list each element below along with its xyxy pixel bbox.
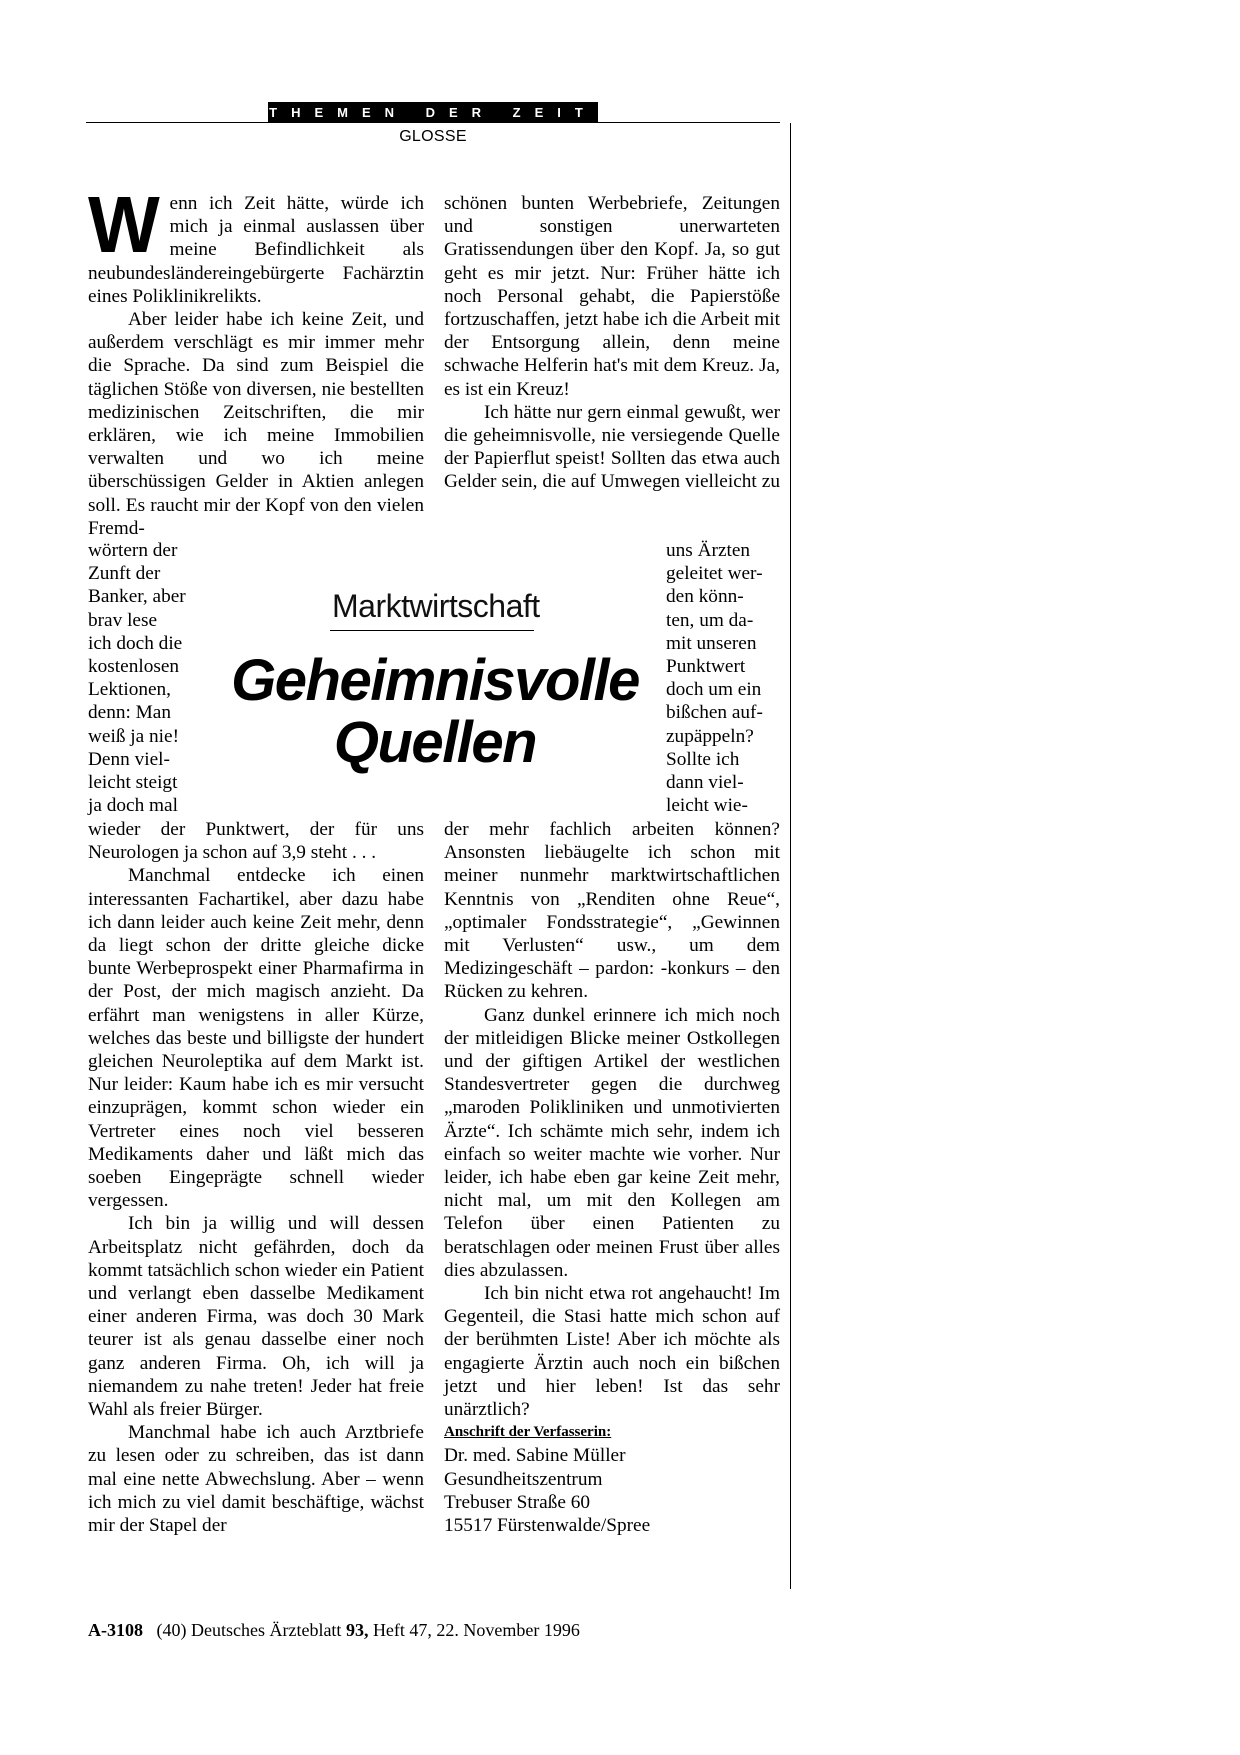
headline xyxy=(215,650,655,774)
address-line: Dr. med. Sabine Müller xyxy=(444,1445,626,1467)
narrow-line: ten, um da- xyxy=(666,609,754,631)
narrow-line: uns Ärzten xyxy=(666,540,751,561)
left-narrow-wrap xyxy=(88,539,198,817)
narrow-line: geleitet wer- xyxy=(666,563,763,585)
narrow-line: brav lese xyxy=(88,609,158,631)
intro-text: enn ich Zeit hätte, würde ich mich ja einmal auslassen über meine Befindlichkeit als neubundesländereingebürgerte Fachärztin eines Poliklinikrelikts. xyxy=(88,193,424,307)
narrow-line: Denn viel- xyxy=(88,748,170,770)
narrow-line: Lektionen, xyxy=(88,679,171,701)
issue-date: Heft 47, 22. November 1996 xyxy=(372,1620,580,1640)
headline-kicker: Marktwirtschaft xyxy=(332,588,540,624)
narrow-line: weiß ja nie! xyxy=(88,725,180,747)
narrow-line: Banker, aber xyxy=(88,586,186,608)
right-narrow-wrap xyxy=(666,539,780,817)
narrow-line: bißchen auf- xyxy=(666,702,763,724)
kicker-rule xyxy=(330,630,534,631)
journal-name: (40) Deutsches Ärzteblatt xyxy=(156,1620,342,1640)
header-rule xyxy=(86,122,780,123)
narrow-line: wörtern der xyxy=(88,540,178,561)
narrow-line: Sollte ich xyxy=(666,748,740,770)
address-line: 15517 Fürstenwalde/Spree xyxy=(444,1515,651,1537)
address-line: Trebuser Straße 60 xyxy=(444,1491,591,1513)
narrow-line: ja doch mal xyxy=(88,795,178,817)
section-header: THEMEN DER ZEIT xyxy=(268,102,598,123)
narrow-line: dann viel- xyxy=(666,772,744,794)
narrow-line: denn: Man xyxy=(88,702,171,724)
paragraph: Manchmal habe ich auch Arztbriefe zu lesen oder zu schreiben, das ist dann mal eine nette Abwechslung. Aber – wenn ich mich zu viel damit beschäftige, wächst mir der Stapel der xyxy=(88,1422,424,1537)
paragraph: schönen bunten Werbebriefe, Zeitungen und sonstigen unerwarteten Gratissendungen über den Kopf. Ja, so gut geht es mir jetzt. Nur: Früher hätte ich noch Personal gehabt, die Papierstöße fortzuschaffen, jetzt habe ich die Arbeit mit der Entsorgung allein, denn meine schwache Helferin hat's mit dem Kreuz. Ja, es ist ein Kreuz! xyxy=(444,193,780,400)
page-footer xyxy=(88,1620,788,1641)
narrow-line: ich doch die xyxy=(88,632,183,654)
address-block xyxy=(444,1444,780,1537)
paragraph: wieder der Punktwert, der für uns Neurologen ja schon auf 3,9 steht . . . xyxy=(88,819,424,864)
narrow-line: leicht wie- xyxy=(666,795,748,817)
headline-line: Quellen xyxy=(333,710,537,775)
address-heading: Anschrift der Verfasserin: xyxy=(444,1424,612,1441)
right-column-top xyxy=(444,192,780,494)
narrow-line: zupäppeln? xyxy=(666,725,754,747)
narrow-line: Punktwert xyxy=(666,656,746,678)
paragraph: der mehr fachlich arbeiten können? Ansonsten liebäugelte ich schon mit meiner nunmehr marktwirtschaftlichen Kenntnis von „Renditen ohne Reue“, „optimaler Fondsstrategie“, „Gewinnen mit Verlusten“ usw., um dem Medizingeschäft – pardon: -konkurs – den Rücken zu kehren. xyxy=(444,819,780,1003)
narrow-line: doch um ein xyxy=(666,679,762,701)
narrow-line: kostenlosen xyxy=(88,656,180,678)
volume-number: 93, xyxy=(345,1620,369,1640)
left-column-bottom xyxy=(88,818,424,1537)
paragraph: Ich bin nicht etwa rot angehaucht! Im Gegenteil, die Stasi hatte mich schon auf der berühmten Liste! Aber ich möchte als engagierte Ärztin auch noch ein bißchen jetzt und hier leben! Ist das sehr unärztlich? xyxy=(444,1283,780,1421)
narrow-line: mit unseren xyxy=(666,632,757,654)
intro-paragraph xyxy=(88,180,424,308)
rubric-label: GLOSSE xyxy=(399,128,467,145)
right-column-bottom xyxy=(444,818,780,1537)
column-rule xyxy=(790,123,791,1589)
narrow-line: den könn- xyxy=(666,586,744,608)
paragraph: Aber leider habe ich keine Zeit, und außerdem verschlägt es mir immer mehr die Sprache. Da sind zum Beispiel die täglichen Stöße von diversen, nie bestellten medizinischen Zeitschriften, die mir erklären, wie ich meine Immobilien verwalten und wo ich meine überschüssigen Gelder in Aktien anlegen soll. Es raucht mir der Kopf von den vielen Fremd- xyxy=(88,309,424,539)
narrow-line: leicht steigt xyxy=(88,772,178,794)
headline-line: Geheimnisvolle xyxy=(231,648,639,713)
paragraph: Ganz dunkel erinnere ich mich noch der mitleidigen Blicke meiner Ostkollegen und der giftigen Artikel der westlichen Standesvertreter gegen die durchweg „maroden Polikliniken und unmotivierten Ärzte“. Ich schämte mich sehr, indem ich einfach so weiter machte wie vorher. Nur leider, ich habe eben gar keine Zeit mehr, nicht mal, um mit den Kollegen am Telefon über einen Patienten zu beratschlagen oder meinen Frust über alles dies abzulassen. xyxy=(444,1004,780,1281)
paragraph: Ich bin ja willig und will dessen Arbeitsplatz nicht gefährden, doch da kommt tatsächlich schon wieder ein Patient und verlangt eben dasselbe Medikament einer anderen Firma, was doch 30 Mark teurer ist als genau dasselbe einer noch ganz anderen Firma. Oh, ich will ja niemandem zu nahe treten! Jeder hat freie Wahl als freier Bürger. xyxy=(88,1213,424,1421)
paragraph: Ich hätte nur gern einmal gewußt, wer die geheimnisvolle, nie versiegende Quelle der Papierflut speist! Sollten das etwa auch Gelder sein, die auf Umwegen vielleicht zu xyxy=(444,401,780,493)
narrow-line: Zunft der xyxy=(88,563,161,585)
page-code: A-3108 xyxy=(88,1620,143,1640)
drop-cap: W xyxy=(88,180,160,269)
address-line: Gesundheitszentrum xyxy=(444,1468,603,1490)
paragraph: Manchmal entdecke ich einen interessanten Fachartikel, aber dazu habe ich dann leider auch keine Zeit mehr, denn da liegt schon der dritte gleiche dicke bunte Werbeprospekt einer Pharmafirma in der Post, der mich magisch anzieht. Da erfährt man wenigstens in aller Kürze, welches das beste und billigste der hundert gleichen Neuroleptika auf dem Markt ist. Nur leider: Kaum habe ich es mir versucht einzuprägen, kommt schon wieder ein Vertreter eines noch viel besseren Medikaments daher und läßt mich das soeben Eingeprägte schnell wieder vergessen. xyxy=(88,865,424,1212)
left-column-top xyxy=(88,180,424,540)
